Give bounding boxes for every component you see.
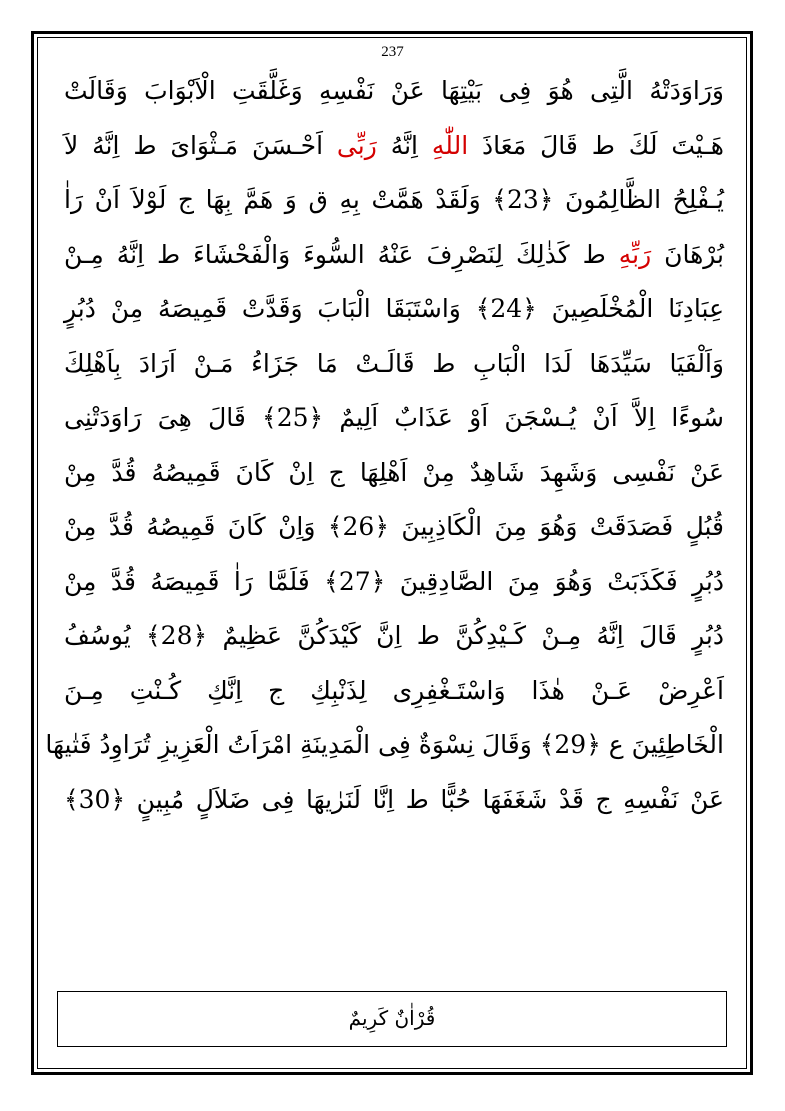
verse-line: قُبُلٍ فَصَدَقَتْ وَهُوَ مِنَ الْكَاذِبِينَ ﴿26﴾ وَاِنْ كَانَ قَمِيصُهُ قُدَّ مِنْ bbox=[64, 512, 725, 541]
verse-line: بُرْهَانَ رَبِّهِ ط كَذٰلِكَ لِنَصْرِفَ عَنْهُ السُّوءَ وَالْفَحْشَاءَ ط اِنَّهُ مِـنْ bbox=[64, 239, 725, 269]
verse-line: دُبُرٍ فَكَذَبَتْ وَهُوَ مِنَ الصَّادِقِينَ ﴿27﴾ فَلَمَّا رَاٰ قَمِيصَهُ قُدَّ مِنْ bbox=[64, 566, 724, 596]
verse-line: عَنْ نَفْسِى وَشَهِدَ شَاهِدٌ مِنْ اَهْلِهَا ج اِنْ كَانَ قَمِيصُهُ قُدَّ مِنْ bbox=[64, 457, 724, 487]
verse-text-block bbox=[45, 64, 725, 827]
verse-line: الْخَاطِئِينَ ع ﴿29﴾ وَقَالَ نِسْوَةٌ فِى الْمَدِينَةِ امْرَاَتُ الْعَزِيزِ تُرَاوِدُ فَتٰيهَا bbox=[45, 730, 724, 759]
verse-line: يُـفْلِحُ الظَّالِمُونَ ﴿23﴾ وَلَقَدْ هَمَّتْ بِهِ ق وَ هَمَّ بِهَا ج لَوْلاَ اَنْ رَاٰ bbox=[64, 185, 724, 214]
verse-line: سُوءًا اِلاَّ اَنْ يُـسْجَنَ اَوْ عَذَابٌ اَلِيمٌ ﴿25﴾ قَالَ هِىَ رَاوَدَتْنِى bbox=[64, 403, 724, 432]
footer-title-box bbox=[57, 991, 727, 1047]
footer-title: قُرْاٰنٌ كَرِيمٌ bbox=[348, 1006, 436, 1030]
divine-name-word: اللّٰهِ bbox=[431, 130, 469, 160]
verse-line: وَرَاوَدَتْهُ الَّتِى هُوَ فِى بَيْتِهَا عَنْ نَفْسِهِ وَغَلَّقَتِ الْاَبْوَابَ وَقَالَتْ bbox=[64, 76, 724, 105]
verse-line: وَاَلْفَيَا سَيِّدَهَا لَدَا الْبَابِ ط قَالَـتْ مَا جَزَاءُ مَـنْ اَرَادَ بِاَهْلِكَ bbox=[64, 348, 724, 378]
verse-line: دُبُرٍ قَالَ اِنَّهُ مِـنْ كَـيْدِكُنَّ ط اِنَّ كَيْدَكُنَّ عَظِيمٌ ﴿28﴾ يُوسُفُ bbox=[64, 621, 725, 650]
verse-line: عِبَادِنَا الْمُخْلَصِينَ ﴿24﴾ وَاسْتَبَقَا الْبَابَ وَقَدَّتْ قَمِيصَهُ مِنْ دُبُرٍ bbox=[64, 294, 724, 323]
divine-name-word: رَبِّى bbox=[336, 130, 377, 160]
divine-name-word: رَبِّهِ bbox=[618, 239, 652, 269]
verse-line: اَعْرِضْ عَـنْ هٰذَا وَاسْتَـغْفِرِى لِذَنْبِكِ ج اِنَّكِ كُـنْتِ مِـنَ bbox=[64, 675, 724, 705]
verse-line: هَـيْتَ لَكَ ط قَالَ مَعَاذَ اللّٰهِ اِنَّهُ رَبِّى اَحْـسَنَ مَـثْوَاىَ ط اِنَّهُ لاَ bbox=[64, 130, 724, 160]
page-number: 237 bbox=[381, 44, 404, 60]
verse-line: عَنْ نَفْسِهِ ج قَدْ شَغَفَهَا حُبًّا ط اِنَّا لَنَرٰيهَا فِى ضَلاَلٍ مُبِينٍ ﴿30﴾ bbox=[64, 784, 724, 814]
